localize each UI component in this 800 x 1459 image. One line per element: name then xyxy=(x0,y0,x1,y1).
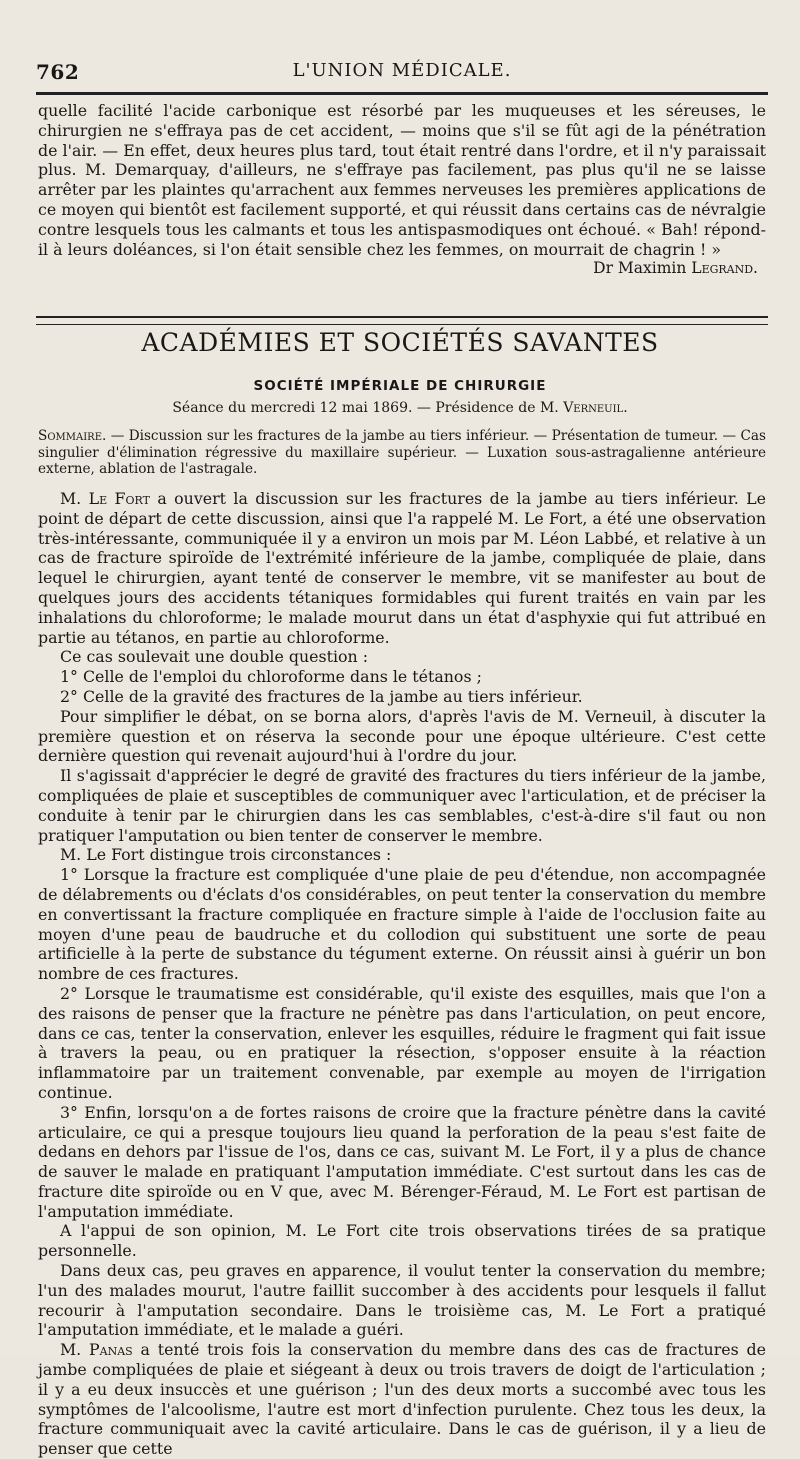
paragraph-8: 1° Lorsque la fracture est compliquée d'une plaie de peu d'étendue, non accompagnée de délabrements ou d'éclats d'os considérables, on peut tenter la conservation du membre en convertissant la fracture compliquée en fracture simple à l'aide de l'occlusion faite au moyen d'une peau de baudruche et du collodion qui substituent une sorte de peau artificielle à la perte de substance du tégument externe. On réussit ainsi à guérir un bon nombre de ces fractures. xyxy=(38,865,766,984)
paragraph-10: 3° Enfin, lorsqu'on a de fortes raisons de croire que la fracture pénètre dans la cavité articulaire, ce qui a presque toujours lieu quand la perforation de la peau s'est faite de dedans en dehors par l'issue de l'os, dans ce cas, suivant M. Le Fort, il y a plus de chance de sauver le malade en pratiquant l'amputation immédiate. C'est surtout dans les cas de fracture dite spiroïde ou en V que, avec M. Bérenger-Féraud, M. Le Fort est partisan de l'amputation immédiate. xyxy=(38,1102,766,1221)
running-title: L'UNION MÉDICALE. xyxy=(292,60,512,81)
paragraph-1-name: Le Fort xyxy=(88,489,150,508)
top-paragraph: quelle facilité l'acide carbonique est résorbé par les muqueuses et les séreuses, le chirurgien ne s'effraya pas de cet accident, — moins que s'il se fût agi de la pénétration de l'air. — En effet, deux heures plus tard, tout était rentré dans l'ordre, et il n'y paraissait plus. M. Demarquay, d'ailleurs, ne s'effraye pas facilement, pas plus qu'il ne se laisse arrêter par les plaintes qu'arrachent aux femmes nerveuses les premières applications de ce moyen qui bientôt est facilement supporté, et qui réussit dans certains cas de névralgie contre lesquels tous les calmants et tous les antispasmodiques ont échoué. « Bah! répond-il à leurs doléances, si l'on était sensible chez les femmes, on mourrait de chagrin ! » xyxy=(38,101,766,259)
paragraph-13 xyxy=(38,1340,766,1459)
paragraph-13-name: Panas xyxy=(89,1340,133,1360)
signature-prefix: Dr Maximin xyxy=(593,259,692,278)
summary-text: — Discussion sur les fractures de la jambe au tiers inférieur. — Présentation de tumeur. — Cas singulier d'élimination régressive du maxillaire supérieur. — Luxation sous-astragalienne antérieure externe, ablation de l'astragale. xyxy=(38,428,766,477)
seance-prefix: Séance du mercredi 12 mai 1869. — Présidence de M. xyxy=(172,400,564,416)
summary xyxy=(38,428,766,478)
paragraph-1-lead: M. xyxy=(60,489,89,508)
paragraph-6: Il s'agissait d'apprécier le degré de gravité des fractures du tiers inférieur de la jambe, compliquées de plaie et susceptibles de communiquer avec l'articulation, et de préciser la conduite à tenir par le chirurgien dans les cas semblables, c'est-à-dire s'il faut ou non pratiquer l'amputation ou bien tenter de conserver le membre. xyxy=(38,766,766,845)
article-body xyxy=(38,489,766,1459)
section-separator xyxy=(36,316,768,325)
seance-president: Verneuil. xyxy=(563,400,628,416)
paragraph-5: Pour simplifier le débat, on se borna alors, d'après l'avis de M. Verneuil, à discuter la première question et on réserva la seconde pour une époque ultérieure. C'est cette dernière question qui revenait aujourd'hui à l'ordre du jour. xyxy=(38,706,766,766)
paragraph-4: 2° Celle de la gravité des fractures de la jambe au tiers inférieur. xyxy=(60,686,583,706)
paragraph-13-lead: M. xyxy=(60,1340,90,1360)
society-heading: SOCIÉTÉ IMPÉRIALE DE CHIRURGIE xyxy=(253,378,547,394)
signature-name: Legrand. xyxy=(691,259,758,278)
signature xyxy=(38,259,766,279)
header-rule xyxy=(36,92,768,95)
seance-line xyxy=(0,400,800,416)
paragraph-1-text: a ouvert la discussion sur les fractures de la jambe au tiers inférieur. Le point de départ de cette discussion, ainsi que l'a rappelé M. Le Fort, a été une observation très-intéressante, communiquée il y a environ un mois par M. Léon Labbé, et relative à un cas de fracture spiroïde de l'extrémité inférieure de la jambe, compliquée de plaie, dans lequel le chirurgien, ayant tenté de conserver le membre, vit se manifester au bout de quelques jours des accidents tétaniques formidables qui furent traités en vain par les inhalations du chloroforme; le malade mourut dans un état d'asphyxie qui fut attribué en partie au tétanos, en partie au chloroforme. xyxy=(38,489,766,647)
summary-label: Sommaire. xyxy=(38,428,107,444)
paragraph-7: M. Le Fort distingue trois circonstances : xyxy=(60,845,392,865)
page-number: 762 xyxy=(36,60,80,84)
top-article-end xyxy=(38,101,766,279)
paragraph-9: 2° Lorsque le traumatisme est considérable, qu'il existe des esquilles, mais que l'on a des raisons de penser que la fracture ne pénètre pas dans l'articulation, on peut encore, dans ce cas, tenter la conservation, enlever les esquilles, réduire le fragment qui fait issue à travers la peau, ou en pratiquer la résection, s'opposer ensuite à la réaction inflammatoire par un traitement convenable, par exemple au moyen de l'irrigation continue. xyxy=(38,983,766,1102)
paragraph-3: 1° Celle de l'emploi du chloroforme dans le tétanos ; xyxy=(60,667,482,687)
section-title: ACADÉMIES ET SOCIÉTÉS SAVANTES xyxy=(141,328,659,357)
page-header xyxy=(32,56,772,86)
paragraph-1 xyxy=(38,489,766,647)
paragraph-13-text: a tenté trois fois la conservation du membre dans des cas de fractures de jambe compliquées de plaie et siégeant à deux ou trois travers de doigt de l'articulation ; il y a eu deux insuccès et une guérison ; l'un des deux morts a succombé avec tous les symptômes de l'alcoolisme, l'autre est mort d'infection purulente. Chez tous les deux, la fracture communiquait avec la cavité articulaire. Dans le cas de guérison, il y a lieu de penser que cette xyxy=(38,1340,767,1459)
paragraph-2: Ce cas soulevait une double question : xyxy=(60,647,369,667)
paragraph-11: A l'appui de son opinion, M. Le Fort cite trois observations tirées de sa pratique personnelle. xyxy=(38,1221,766,1261)
paragraph-12: Dans deux cas, peu graves en apparence, il voulut tenter la conservation du membre; l'un des malades mourut, l'autre faillit succomber à des accidents pour lesquels il fallut recourir à l'amputation secondaire. Dans le troisième cas, M. Le Fort a pratiqué l'amputation immédiate, et le malade a guéri. xyxy=(38,1261,766,1340)
